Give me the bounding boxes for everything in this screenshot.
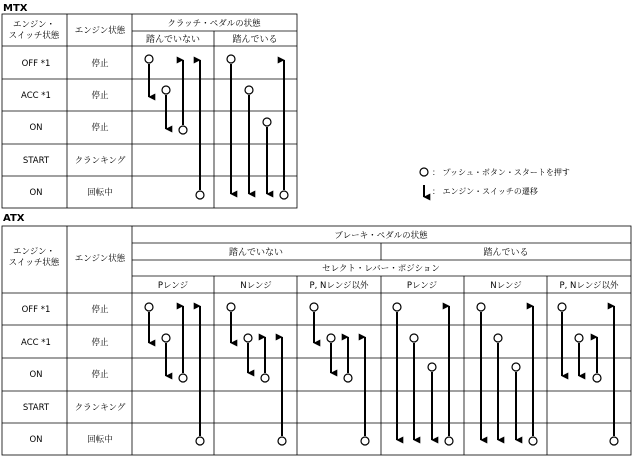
atx-row-engine: 回転中 — [87, 435, 113, 445]
mtx-row-engine: 停止 — [91, 91, 109, 101]
mtx-title: MTX — [3, 3, 28, 14]
legend-arrow-text: ： エンジン・スイッチの遷移 — [432, 187, 538, 196]
atx-not-pressed: 踏んでいない — [228, 248, 284, 258]
push-button-circle — [575, 334, 583, 342]
atx-col-switch-2: スイッチ状態 — [8, 258, 60, 268]
push-button-circle — [327, 334, 335, 342]
mtx-row-switch: ACC *1 — [21, 91, 51, 101]
mtx-row-engine: 停止 — [91, 59, 109, 69]
push-button-circle — [179, 374, 187, 382]
mtx-row-switch: ON — [29, 188, 43, 198]
atx-position-n: Nレンジ — [240, 281, 272, 291]
push-button-circle — [558, 303, 566, 311]
atx-row-switch: ON — [29, 370, 43, 380]
push-button-circle — [428, 363, 436, 371]
atx-row-engine: 停止 — [91, 338, 109, 348]
push-button-circle — [227, 303, 235, 311]
push-button-circle — [145, 55, 153, 63]
legend — [420, 167, 570, 197]
mtx-col-switch-2: スイッチ状態 — [8, 31, 60, 41]
mtx-row-switch: START — [22, 156, 50, 166]
push-button-circle — [445, 437, 453, 445]
atx-position-n: Nレンジ — [490, 281, 522, 291]
push-button-circle — [310, 303, 318, 311]
atx-col-engine: エンジン状態 — [74, 254, 126, 264]
push-button-circle — [410, 334, 418, 342]
atx-position-headers — [158, 280, 619, 291]
atx-title: ATX — [3, 213, 25, 224]
atx-row-switch: ACC *1 — [21, 338, 51, 348]
mtx-pressed: 踏んでいる — [232, 35, 278, 45]
push-button-circle — [227, 55, 235, 63]
push-button-circle — [196, 437, 204, 445]
mtx-col-switch-1: エンジン・ — [12, 20, 56, 30]
mtx-not-pressed: 踏んでいない — [145, 35, 201, 45]
push-button-circle — [280, 191, 288, 199]
push-button-circle — [244, 334, 252, 342]
mtx-row-engine: 回転中 — [87, 188, 113, 198]
atx-row-engine: クランキング — [74, 403, 126, 413]
mtx-clutch-header: クラッチ・ペダルの状態 — [167, 19, 261, 29]
push-button-circle — [278, 437, 286, 445]
push-button-circle — [610, 437, 618, 445]
push-button-circle — [245, 86, 253, 94]
atx-row-switch: START — [22, 403, 50, 413]
push-button-circle — [162, 86, 170, 94]
push-button-circle — [196, 191, 204, 199]
push-button-circle — [344, 374, 352, 382]
push-button-circle — [162, 334, 170, 342]
push-button-circle — [393, 303, 401, 311]
push-button-circle — [361, 437, 369, 445]
mtx-col-engine: エンジン状態 — [74, 26, 126, 36]
mtx-row-switch: OFF *1 — [21, 59, 51, 69]
legend-circle-icon — [420, 168, 428, 176]
push-button-circle — [179, 126, 187, 134]
atx-position-other: P, Nレンジ以外 — [309, 281, 369, 291]
push-button-circle — [593, 374, 601, 382]
legend-circle-text: ： プッシュ・ボタン・スタートを押す — [432, 168, 570, 177]
atx-col-switch-1: エンジン・ — [12, 247, 56, 257]
mtx-row-switch: ON — [29, 123, 43, 133]
push-button-circle — [494, 334, 502, 342]
atx-position-p: Pレンジ — [406, 281, 438, 291]
atx-position-other: P, Nレンジ以外 — [559, 281, 619, 291]
mtx-row-engine: 停止 — [91, 123, 109, 133]
atx-row-switch: ON — [29, 435, 43, 445]
atx-brake-header: ブレーキ・ペダルの状態 — [334, 231, 428, 241]
atx-row-switch: OFF *1 — [21, 305, 51, 315]
atx-row-engine: 停止 — [91, 370, 109, 380]
push-button-circle — [145, 303, 153, 311]
push-button-circle — [477, 303, 485, 311]
push-button-circle — [529, 437, 537, 445]
push-button-circle — [263, 118, 271, 126]
mtx-row-engine: クランキング — [74, 156, 126, 166]
atx-row-engine: 停止 — [91, 305, 109, 315]
atx-select-header: セレクト・レバー・ポジション — [322, 264, 440, 274]
atx-position-p: Pレンジ — [157, 281, 189, 291]
mtx-transitions — [145, 55, 288, 199]
atx-pressed: 踏んでいる — [483, 248, 529, 258]
push-button-circle — [261, 374, 269, 382]
push-button-circle — [512, 363, 520, 371]
